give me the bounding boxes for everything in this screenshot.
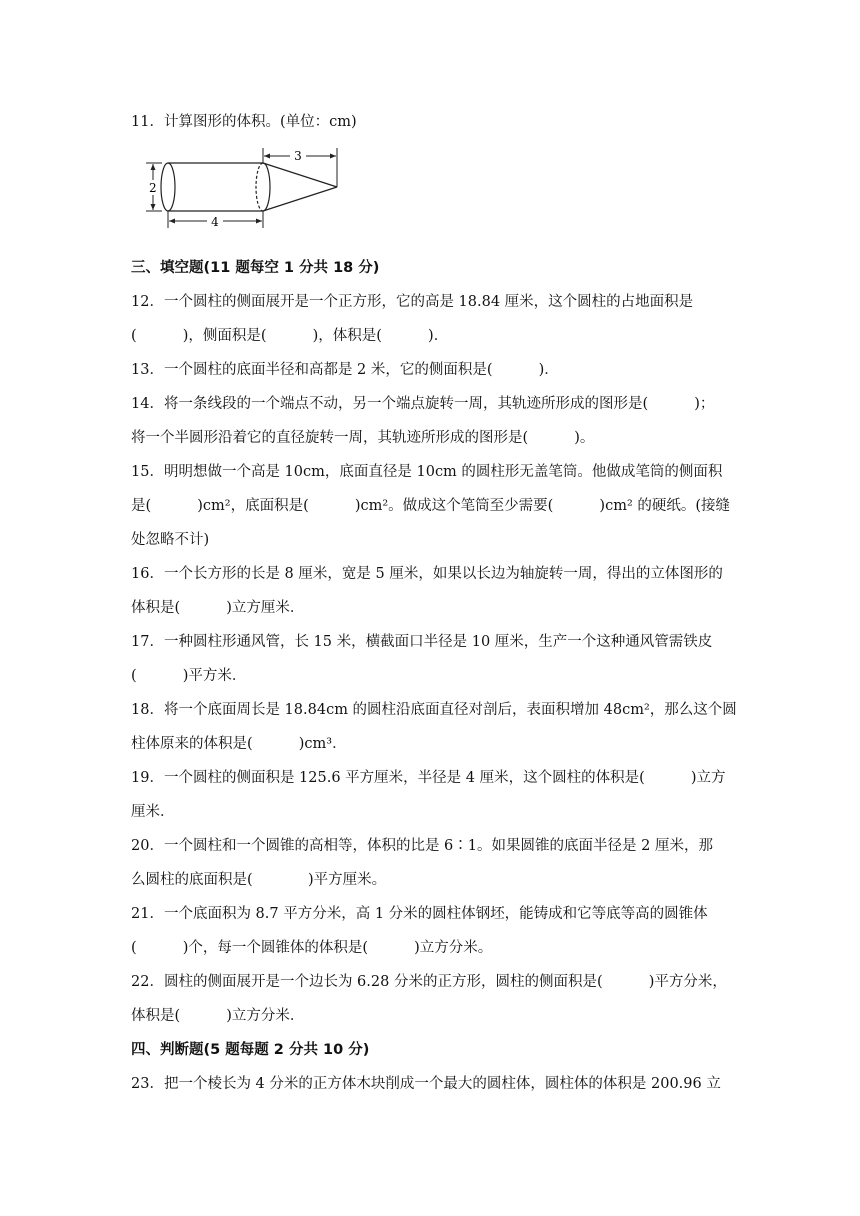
dim-bottom-arrow-right [256, 219, 262, 224]
cylinder-left-base [161, 163, 175, 211]
dim-left-arrow-bottom [151, 204, 156, 210]
dim-left-arrow-top [151, 164, 156, 170]
q18-line-1: 18．将一个底面周长是 18.84cm 的圆柱沿底面直径对剖后，表面积增加 48cm²，那么这个圆 [131, 702, 737, 718]
section-4-title: 四、判断题(5 题每题 2 分共 10 分) [131, 1042, 370, 1058]
cylinder-right-base-front [263, 163, 270, 211]
q14-line-1: 14．将一条线段的一个端点不动，另一个端点旋转一周，其轨迹所形成的图形是( )； [131, 396, 715, 412]
q21-line-1: 21．一个底面积为 8.7 平方分米，高 1 分米的圆柱体钢坯，能铸成和它等底等高的圆锥体 [131, 906, 708, 922]
dim-bottom-arrow-left [169, 219, 175, 224]
dim-bottom-label: 4 [211, 215, 219, 229]
q22-line-2: 体积是( )立方分米． [131, 1008, 305, 1024]
q20-line-1: 20．一个圆柱和一个圆锥的高相等，体积的比是 6∶1。如果圆锥的底面半径是 2 厘米，那 [131, 838, 713, 854]
dim-top-label: 3 [294, 149, 302, 163]
q16-line-2: 体积是( )立方厘米． [131, 600, 305, 616]
q15-line-3: 处忽略不计) [131, 532, 210, 548]
q12-line-2: ( )，侧面积是( )，体积是( )． [131, 328, 449, 344]
q17-line-2: ( )平方米． [131, 668, 247, 684]
dim-top-arrow-right [330, 154, 336, 159]
q20-line-2: 么圆柱的底面积是( )平方厘米。 [131, 872, 387, 888]
question-23: 23．把一个棱长为 4 分米的正方体木块削成一个最大的圆柱体，圆柱体的体积是 200.96 立 [131, 1076, 721, 1092]
q22-line-1: 22．圆柱的侧面展开是一个边长为 6.28 分米的正方形，圆柱的侧面积是( )平方分米， [131, 974, 727, 990]
dim-top-arrow-left [264, 154, 270, 159]
q15-line-2: 是( )cm²，底面积是( )cm²。做成这个笔筒至少需要( )cm² 的硬纸。(接缝 [131, 498, 731, 514]
q12-line-1: 12．一个圆柱的侧面展开是一个正方形，它的高是 18.84 厘米，这个圆柱的占地面积是 [131, 294, 694, 310]
q19-line-2: 厘米． [131, 804, 175, 820]
cone-bottom-edge [263, 187, 337, 211]
section-3-title: 三、填空题(11 题每空 1 分共 18 分) [131, 260, 380, 276]
q17-line-1: 17．一种圆柱形通风管，长 15 米，横截面口半径是 10 厘米，生产一个这种通风管需铁皮 [131, 634, 713, 650]
q15-line-1: 15．明明想做一个高是 10cm，底面直径是 10cm 的圆柱形无盖笔筒。他做成笔筒的侧面积 [131, 464, 723, 480]
question-11: 11．计算图形的体积。(单位：cm) [131, 114, 357, 130]
dim-left-label: 2 [149, 181, 157, 195]
q19-line-1: 19．一个圆柱的侧面积是 125.6 平方厘米，半径是 4 厘米，这个圆柱的体积是( )立方 [131, 770, 726, 786]
q21-line-2: ( )个，每一个圆锥体的体积是( )立方分米。 [131, 940, 493, 956]
cylinder-right-base-back [256, 163, 263, 211]
cone-top-edge [263, 163, 337, 187]
q14-line-2: 将一个半圆形沿着它的直径旋转一周，其轨迹所形成的图形是( )。 [131, 430, 595, 446]
cylinder-cone-figure [140, 144, 350, 236]
q13-line-1: 13．一个圆柱的底面半径和高都是 2 米，它的侧面积是( )． [131, 362, 559, 378]
q18-line-2: 柱体原来的体积是( )cm³． [131, 736, 347, 752]
q16-line-1: 16．一个长方形的长是 8 厘米，宽是 5 厘米，如果以长边为轴旋转一周，得出的立体图形的 [131, 566, 723, 582]
